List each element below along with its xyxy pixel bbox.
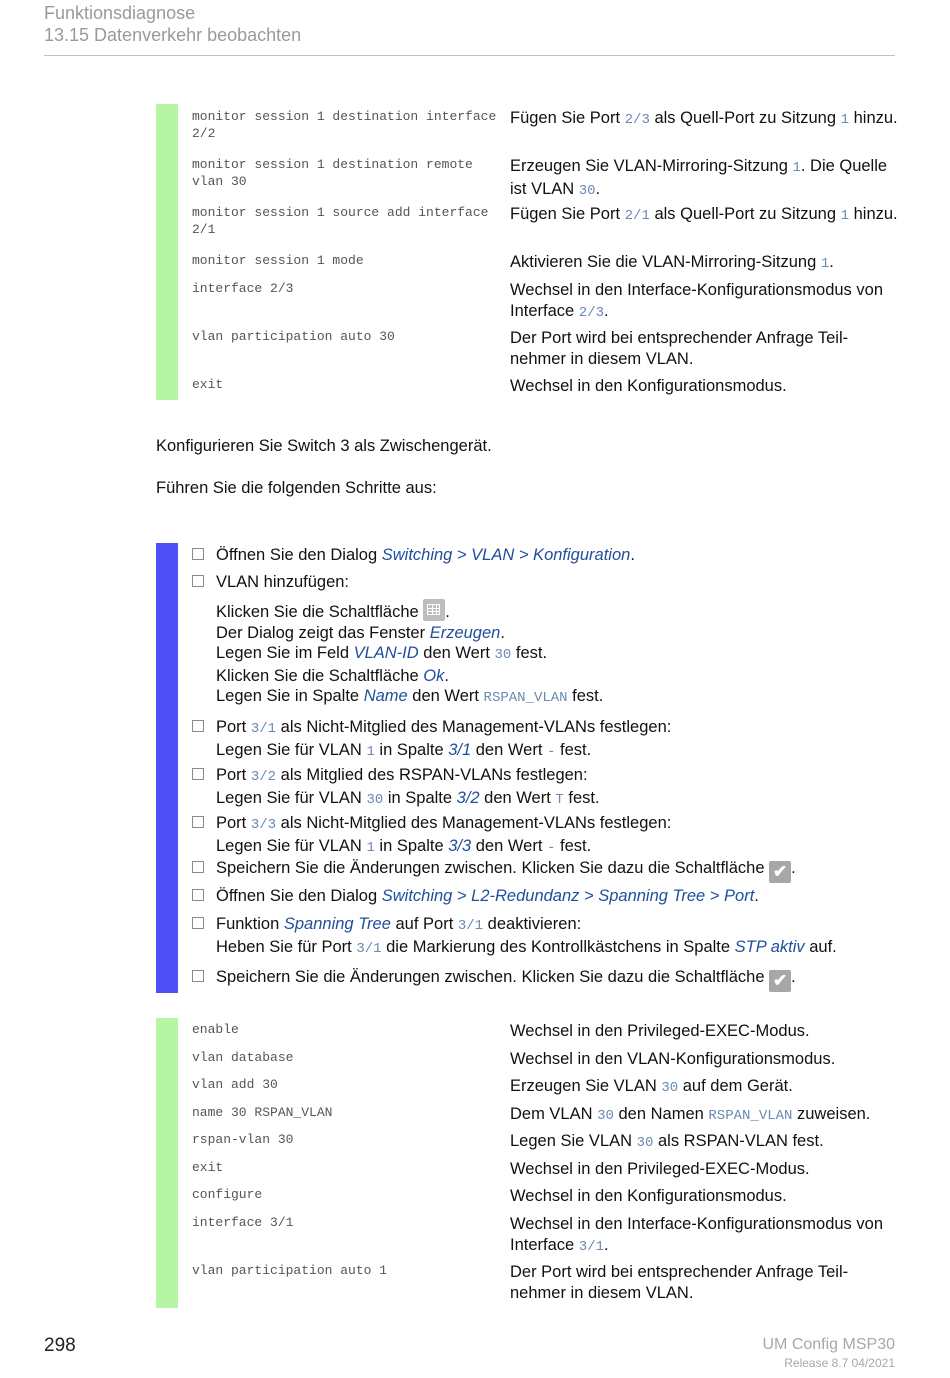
section-title: 13.15 Datenverkehr beobachten bbox=[44, 25, 302, 45]
text-run: . bbox=[604, 1235, 609, 1254]
text-run: Wechsel in den Konfigurationsmodus. bbox=[510, 377, 787, 395]
chapter-title: Funktionsdiagnose bbox=[44, 3, 196, 23]
cli-description bbox=[510, 328, 900, 369]
text-run: Erzeugen Sie VLAN-Mirroring-Sitzung bbox=[510, 157, 793, 175]
cli-command: name 30 RSPAN_VLAN bbox=[192, 1105, 333, 1120]
step-checkbox-icon bbox=[192, 970, 204, 982]
text-run: Funktion bbox=[216, 915, 284, 933]
cli-description bbox=[510, 1104, 900, 1127]
checkmark-icon: ✔ bbox=[769, 970, 791, 992]
value-literal: 30 bbox=[597, 1108, 614, 1124]
text-run: in Spalte bbox=[374, 836, 449, 855]
ui-element-name: Switching > L2-Redundanz > Spanning Tree > Port bbox=[381, 887, 755, 905]
text-run: als RSPAN-VLAN fest. bbox=[653, 1132, 824, 1150]
step-checkbox-icon bbox=[192, 816, 204, 828]
cli-command: vlan add 30 bbox=[192, 1077, 278, 1092]
ui-element-name: 3/2 bbox=[456, 788, 480, 807]
cli-command: interface 2/3 bbox=[192, 281, 294, 296]
step-checkbox-icon bbox=[192, 720, 204, 732]
cli-description bbox=[510, 1214, 900, 1257]
step-line bbox=[216, 740, 896, 763]
text-run: als Mitglied des RSPAN-VLANs festlegen: bbox=[276, 766, 588, 784]
text-run: Legen Sie für VLAN bbox=[216, 788, 367, 807]
ui-element-name: Spanning Tree bbox=[283, 915, 391, 933]
text-run: . bbox=[630, 546, 635, 564]
value-literal: 1 bbox=[840, 112, 850, 128]
cli-marker-bar bbox=[156, 1018, 178, 1308]
text-run: VLAN hinzufügen: bbox=[216, 573, 350, 591]
step-line bbox=[216, 666, 896, 687]
value-literal: 1 bbox=[840, 208, 850, 224]
text-run: auf Port bbox=[390, 915, 458, 933]
cli-command: monitor session 1 mode bbox=[192, 253, 364, 268]
step-line bbox=[216, 686, 896, 709]
text-run: Speichern Sie die Änderungen zwischen. Klicken Sie dazu die Schaltfläche bbox=[216, 968, 770, 986]
step-text bbox=[216, 717, 896, 762]
text-run: Port bbox=[216, 718, 251, 736]
text-run: den Wert bbox=[407, 687, 484, 705]
cli-description bbox=[510, 376, 900, 397]
cli-description bbox=[510, 1049, 900, 1070]
value-literal: 2/3 bbox=[578, 304, 605, 321]
value-literal: 30 bbox=[578, 182, 596, 199]
text-run: Fügen Sie Port bbox=[510, 205, 625, 223]
value-literal: 30 bbox=[494, 647, 512, 663]
text-run: fest. bbox=[563, 788, 600, 807]
value-literal: 1 bbox=[792, 160, 801, 176]
step-line bbox=[216, 717, 896, 740]
step-line bbox=[216, 937, 896, 960]
instruction-paragraph: Führen Sie die folgenden Schritte aus: bbox=[156, 479, 437, 497]
step-text bbox=[216, 599, 896, 709]
text-run: Aktivieren Sie die VLAN-Mirroring-Sitzung bbox=[510, 253, 821, 271]
release-info: Release 8.7 04/2021 bbox=[784, 1356, 895, 1370]
ui-element-name: STP aktiv bbox=[734, 937, 805, 956]
text-run: Speichern Sie die Änderungen zwischen. Klicken Sie dazu die Schaltfläche bbox=[216, 859, 770, 877]
step-line bbox=[216, 572, 896, 593]
value-literal: 1 bbox=[820, 256, 830, 272]
cli-marker-bar bbox=[156, 104, 178, 400]
cli-command: vlan database bbox=[192, 1050, 294, 1065]
text-run: als Quell-Port zu Sitzung bbox=[649, 109, 841, 127]
text-run: Wechsel in den Konfigurationsmodus. bbox=[510, 1187, 787, 1205]
ui-element-name: Ok bbox=[423, 666, 445, 685]
ui-element-name: Erzeugen bbox=[429, 623, 501, 642]
text-run: Der Port wird bei entsprechender Anfrage Teil-nehmer in diesem VLAN. bbox=[510, 1263, 849, 1302]
text-run: Wechsel in den Interface-Konfigurationsmodus von Interface bbox=[510, 281, 883, 320]
text-run: . bbox=[445, 603, 450, 621]
text-run: Port bbox=[216, 814, 251, 832]
text-run: Legen Sie in Spalte bbox=[216, 687, 364, 705]
step-text bbox=[216, 813, 896, 858]
step-checkbox-icon bbox=[192, 889, 204, 901]
cli-description bbox=[510, 280, 900, 323]
text-run: den Wert bbox=[418, 644, 495, 662]
text-run: Erzeugen Sie VLAN bbox=[510, 1077, 662, 1095]
step-text bbox=[216, 914, 896, 959]
cli-command: monitor session 1 source add interface 2/1 bbox=[192, 205, 489, 237]
intro-paragraph: Konfigurieren Sie Switch 3 als Zwischengerät. bbox=[156, 437, 492, 455]
text-run: Wechsel in den Interface-Konfigurationsmodus von Interface bbox=[510, 1215, 883, 1254]
text-run: die Markierung des Kontrollkästchens in Spalte bbox=[381, 937, 735, 956]
cli-command: vlan participation auto 30 bbox=[192, 329, 395, 344]
value-literal: - bbox=[547, 743, 556, 760]
ui-element-name: Switching > VLAN > Konfiguration bbox=[381, 546, 631, 564]
value-literal: 1 bbox=[366, 743, 375, 760]
value-literal: 30 bbox=[366, 791, 384, 808]
text-run: hinzu. bbox=[849, 109, 898, 127]
text-run: . bbox=[791, 968, 796, 986]
text-run: Der Dialog zeigt das Fenster bbox=[216, 623, 430, 642]
text-run: Legen Sie im Feld bbox=[216, 644, 354, 662]
text-run: Klicken Sie die Schaltfläche bbox=[216, 666, 424, 685]
step-line bbox=[216, 545, 896, 566]
text-run: Der Port wird bei entsprechender Anfrage Teil-nehmer in diesem VLAN. bbox=[510, 329, 849, 368]
page-number: 298 bbox=[44, 1335, 76, 1356]
header-text bbox=[44, 2, 301, 46]
value-literal: 3/2 bbox=[250, 769, 277, 785]
cli-description bbox=[510, 1131, 900, 1154]
step-line bbox=[216, 788, 896, 811]
text-run: fest. bbox=[511, 644, 548, 662]
value-literal: RSPAN_VLAN bbox=[483, 690, 568, 706]
cli-description bbox=[510, 156, 900, 201]
value-literal: 2/1 bbox=[624, 208, 650, 224]
value-literal: 3/1 bbox=[457, 918, 484, 934]
text-run: Legen Sie für VLAN bbox=[216, 740, 367, 759]
text-run: . bbox=[754, 887, 759, 905]
step-text bbox=[216, 858, 896, 883]
text-run: . bbox=[500, 623, 505, 642]
steps-marker-bar bbox=[156, 543, 178, 993]
cli-command: monitor session 1 destination interface 2/2 bbox=[192, 109, 497, 141]
step-line bbox=[216, 643, 896, 666]
text-run: Öffnen Sie den Dialog bbox=[216, 887, 382, 905]
value-literal: 3/1 bbox=[356, 940, 382, 957]
step-checkbox-icon bbox=[192, 768, 204, 780]
cli-command: configure bbox=[192, 1187, 263, 1202]
text-run: als Nicht-Mitglied des Management-VLANs festlegen: bbox=[276, 718, 672, 736]
ui-element-name: VLAN-ID bbox=[353, 644, 419, 662]
step-line bbox=[216, 765, 896, 788]
cli-description bbox=[510, 1076, 900, 1099]
text-run: Klicken Sie die Schaltfläche bbox=[216, 603, 424, 621]
text-run: . bbox=[829, 253, 834, 271]
step-checkbox-icon bbox=[192, 917, 204, 929]
gui-steps-block bbox=[156, 543, 896, 993]
text-run: Wechsel in den Privileged-EXEC-Modus. bbox=[510, 1022, 810, 1040]
text-run: Fügen Sie Port bbox=[510, 109, 625, 127]
text-run: Dem VLAN bbox=[510, 1105, 598, 1123]
document-title: UM Config MSP30 bbox=[762, 1336, 895, 1353]
table-add-icon bbox=[423, 599, 445, 621]
text-run: Legen Sie VLAN bbox=[510, 1132, 637, 1150]
cli-command: exit bbox=[192, 377, 224, 392]
step-text bbox=[216, 967, 896, 992]
cli-description bbox=[510, 1262, 900, 1303]
text-run: Legen Sie für VLAN bbox=[216, 836, 367, 855]
text-run: Port bbox=[216, 766, 251, 784]
value-literal: 30 bbox=[636, 1135, 654, 1151]
text-run: in Spalte bbox=[383, 788, 457, 807]
cli-description bbox=[510, 252, 900, 275]
text-run: zuweisen. bbox=[792, 1105, 871, 1123]
step-line bbox=[216, 599, 896, 623]
step-checkbox-icon bbox=[192, 575, 204, 587]
cli-command: exit bbox=[192, 1160, 224, 1175]
step-line bbox=[216, 623, 896, 644]
text-run: . bbox=[444, 666, 449, 685]
text-run: fest. bbox=[555, 836, 592, 855]
text-run: den Wert bbox=[471, 836, 547, 855]
text-run: fest. bbox=[567, 687, 604, 705]
step-line bbox=[216, 886, 896, 907]
cli-command: monitor session 1 destination remote vlan 30 bbox=[192, 157, 473, 189]
cli-command: rspan-vlan 30 bbox=[192, 1132, 294, 1147]
step-checkbox-icon bbox=[192, 548, 204, 560]
text-run: fest. bbox=[555, 740, 592, 759]
checkmark-icon: ✔ bbox=[769, 861, 791, 883]
step-line bbox=[216, 914, 896, 937]
ui-element-name: 3/1 bbox=[448, 740, 472, 759]
text-run: den Wert bbox=[471, 740, 547, 759]
step-line bbox=[216, 967, 896, 992]
text-run: den Namen bbox=[613, 1105, 709, 1123]
header-divider bbox=[44, 55, 895, 56]
text-run: auf dem Gerät. bbox=[678, 1077, 793, 1095]
value-literal: 3/3 bbox=[250, 817, 277, 833]
cli-description bbox=[510, 204, 900, 227]
value-literal: 3/1 bbox=[250, 721, 277, 737]
value-literal: T bbox=[555, 791, 564, 808]
value-literal: 1 bbox=[366, 839, 375, 856]
value-literal: 2/3 bbox=[624, 112, 650, 128]
value-literal: 30 bbox=[661, 1080, 679, 1096]
text-run: deaktivieren: bbox=[483, 915, 582, 933]
step-line bbox=[216, 858, 896, 883]
step-text bbox=[216, 765, 896, 810]
text-run: den Wert bbox=[479, 788, 556, 807]
text-run: . Die Quelle ist VLAN bbox=[510, 157, 888, 198]
value-literal: RSPAN_VLAN bbox=[708, 1108, 793, 1124]
step-line bbox=[216, 836, 896, 859]
text-run: Wechsel in den VLAN-Konfigurationsmodus. bbox=[510, 1050, 836, 1068]
text-run: Öffnen Sie den Dialog bbox=[216, 546, 382, 564]
text-run: hinzu. bbox=[849, 205, 898, 223]
cli-description bbox=[510, 1021, 900, 1042]
text-run: als Quell-Port zu Sitzung bbox=[649, 205, 841, 223]
value-literal: 3/1 bbox=[578, 1238, 605, 1255]
text-run: Wechsel in den Privileged-EXEC-Modus. bbox=[510, 1160, 810, 1178]
text-run: . bbox=[791, 859, 796, 877]
step-checkbox-icon bbox=[192, 861, 204, 873]
value-literal: - bbox=[547, 839, 556, 856]
step-line bbox=[216, 813, 896, 836]
cli-command: interface 3/1 bbox=[192, 1215, 294, 1230]
cli-description bbox=[510, 108, 900, 131]
cli-description bbox=[510, 1186, 900, 1207]
text-run: Heben Sie für Port bbox=[216, 937, 357, 956]
step-text bbox=[216, 886, 896, 907]
text-run: als Nicht-Mitglied des Management-VLANs festlegen: bbox=[276, 814, 672, 832]
text-run: . bbox=[604, 301, 609, 320]
ui-element-name: Name bbox=[363, 687, 408, 705]
cli-description bbox=[510, 1159, 900, 1180]
cli-command: vlan participation auto 1 bbox=[192, 1263, 388, 1278]
cli-command: enable bbox=[192, 1022, 239, 1037]
ui-element-name: 3/3 bbox=[448, 836, 472, 855]
step-text bbox=[216, 545, 896, 566]
step-text bbox=[216, 572, 896, 593]
text-run: in Spalte bbox=[374, 740, 449, 759]
text-run: auf. bbox=[804, 937, 837, 956]
text-run: . bbox=[595, 179, 601, 198]
